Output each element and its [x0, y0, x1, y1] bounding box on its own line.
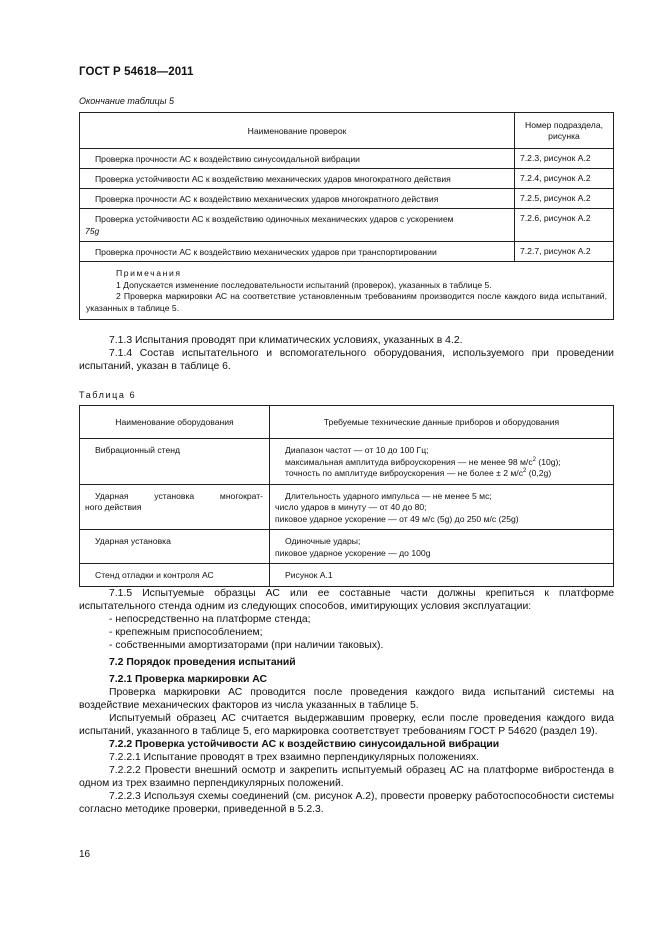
- spec-line: пиковое ударное ускорение — от 49 м/с (5g) до 250 м/с (25g): [275, 513, 519, 524]
- table6-cell-name: Вибрационный стенд: [80, 439, 270, 485]
- section-7-1-5-onward: [79, 587, 614, 816]
- table6-cell-name: [80, 484, 270, 530]
- table5-cell-ref: 7.2.6, рисунок А.2: [515, 209, 614, 242]
- paragraph-7-1-5: 7.1.5 Испытуемые образцы АС или ее составные части должны крепиться к платформе испытательного стенда одним из следующих способов, имитирующих условия эксплуатации:: [79, 588, 614, 612]
- paragraph-7-2-1-b: Испытуемый образец АС считается выдержавшим проверку, если после проведения каждого вида испытаний, указанного в таблице 5, его маркировка соответствует требованиям ГОСТ Р 54620 (раздел 19).: [79, 713, 614, 737]
- table-5: [79, 112, 614, 320]
- spec-superscript: 2: [532, 456, 536, 463]
- spec-line: Диапазон частот — от 10 до 100 Гц;: [285, 445, 429, 455]
- table6-header-col1: Наименование оборудования: [80, 406, 270, 439]
- spec-line: Длительность ударного импульса — не менее 5 мс;: [285, 490, 492, 501]
- table6-cell-spec: [270, 439, 614, 485]
- table-row: [80, 189, 614, 209]
- spec-line: пиковое ударное ускорение — до 100g: [275, 547, 431, 558]
- standard-header: ГОСТ Р 54618—2011: [79, 66, 194, 78]
- table5-caption: Окончание таблицы 5: [79, 96, 174, 106]
- table-row: [80, 169, 614, 189]
- note-2: 2 Проверка маркировки АС на соответствие установленным требованиям производится после каждого вида испытаний, указанных в таблице 5.: [86, 291, 607, 313]
- section-7-1-3-4: [79, 334, 614, 373]
- paragraph-7-1-3: 7.1.3 Испытания проводят при климатических условиях, указанных в 4.2.: [109, 335, 463, 346]
- table5-cell-name-line2: 75g: [85, 226, 100, 236]
- table-row: [80, 439, 614, 485]
- bullet-item: - непосредственно на платформе стенда;: [109, 614, 311, 625]
- spec-text: (0,2g): [526, 468, 552, 478]
- notes-title: Примечания: [116, 268, 182, 278]
- table5-cell-ref: 7.2.7, рисунок А.2: [515, 242, 614, 262]
- page-number: 16: [79, 849, 91, 860]
- table6-cell-name-line1: Ударная установка многократ-: [95, 490, 263, 501]
- paragraph-7-2-2-1: 7.2.2.1 Испытание проводят в трех взаимно перпендикулярных положениях.: [109, 752, 479, 763]
- spec-line: [270, 457, 607, 469]
- table5-cell-name: Проверка устойчивости АС к воздействию механических ударов многократного действия: [80, 169, 515, 189]
- heading-7-2: 7.2 Порядок проведения испытаний: [109, 657, 296, 668]
- table5-cell-name-line1: Проверка устойчивости АС к воздействию одиночных механических ударов с ускорением: [95, 214, 454, 224]
- table6-cell-spec: [270, 484, 614, 530]
- heading-7-2-1: 7.2.1 Проверка маркировки АС: [109, 674, 267, 685]
- table5-cell-name: [80, 209, 515, 242]
- spec-text: (10g);: [535, 456, 561, 467]
- table6-header-col2: Требуемые технические данные приборов и оборудования: [270, 406, 614, 439]
- table6-caption: Таблица 6: [79, 390, 137, 400]
- table-row: [80, 209, 614, 242]
- spec-superscript: 2: [523, 468, 527, 475]
- table5-cell-ref: 7.2.4, рисунок А.2: [515, 169, 614, 189]
- table5-notes: [80, 262, 614, 320]
- table6-cell-name-line2: ного действия: [85, 502, 142, 512]
- table5-cell-name: Проверка прочности АС к воздействию механических ударов многократного действия: [80, 189, 515, 209]
- spec-line: [270, 468, 607, 480]
- spec-text: максимальная амплитуда виброускорения — не менее 98 м/с: [285, 456, 533, 467]
- bullet-item: - крепежным приспособлением;: [109, 627, 263, 638]
- table-row: [80, 242, 614, 262]
- bullet-item: - собственными амортизаторами (при наличии таковых).: [109, 640, 384, 651]
- heading-7-2-2: 7.2.2 Проверка устойчивости АС к воздействию синусоидальной вибрации: [109, 739, 500, 750]
- table5-header-col1: Наименование проверок: [80, 113, 515, 149]
- table-row: [80, 530, 614, 564]
- table6-cell-name: Стенд отладки и контроля АС: [80, 564, 270, 587]
- spec-line: Одиночные удары;: [285, 536, 361, 546]
- table-row: [80, 484, 614, 530]
- spec-text: точность по амплитуде виброускорения — не более ± 2 м/с: [285, 468, 523, 478]
- table5-notes-row: [80, 262, 614, 320]
- table-row: [80, 564, 614, 587]
- table5-cell-ref: 7.2.3, рисунок А.2: [515, 149, 614, 169]
- paragraph-7-2-1-a: Проверка маркировки АС проводится после проведения каждого вида испытаний системы на воздействие механических факторов из числа указанных в таблице 5.: [79, 687, 614, 711]
- table5-cell-ref: 7.2.5, рисунок А.2: [515, 189, 614, 209]
- paragraph-7-1-4: 7.1.4 Состав испытательного и вспомогательного оборудования, используемого при проведении испытаний, указан в таблице 6.: [79, 348, 614, 372]
- table6-cell-spec: [270, 530, 614, 564]
- table-row: [80, 149, 614, 169]
- note-1: 1 Допускается изменение последовательности испытаний (проверок), указанных в таблице 5.: [116, 279, 492, 290]
- spec-line: число ударов в минуту — от 40 до 80;: [275, 502, 427, 512]
- table6-cell-spec: Рисунок А.1: [270, 564, 614, 587]
- table5-cell-name: Проверка прочности АС к воздействию синусоидальной вибрации: [80, 149, 515, 169]
- table6-cell-name: Ударная установка: [80, 530, 270, 564]
- table-6: [79, 405, 614, 587]
- paragraph-7-2-2-3: 7.2.2.3 Используя схемы соединений (см. рисунок А.2), провести проверку работоспособности системы согласно методике проверки, приведенной в 5.2.3.: [79, 791, 614, 815]
- table5-header-col2: Номер подраздела, рисунка: [515, 113, 614, 149]
- paragraph-7-2-2-2: 7.2.2.2 Провести внешний осмотр и закрепить испытуемый образец АС на платформе вибростенда в одном из трех взаимно перпендикулярных положений.: [79, 765, 614, 789]
- table5-cell-name: Проверка прочности АС к воздействию механических ударов при транспортировании: [80, 242, 515, 262]
